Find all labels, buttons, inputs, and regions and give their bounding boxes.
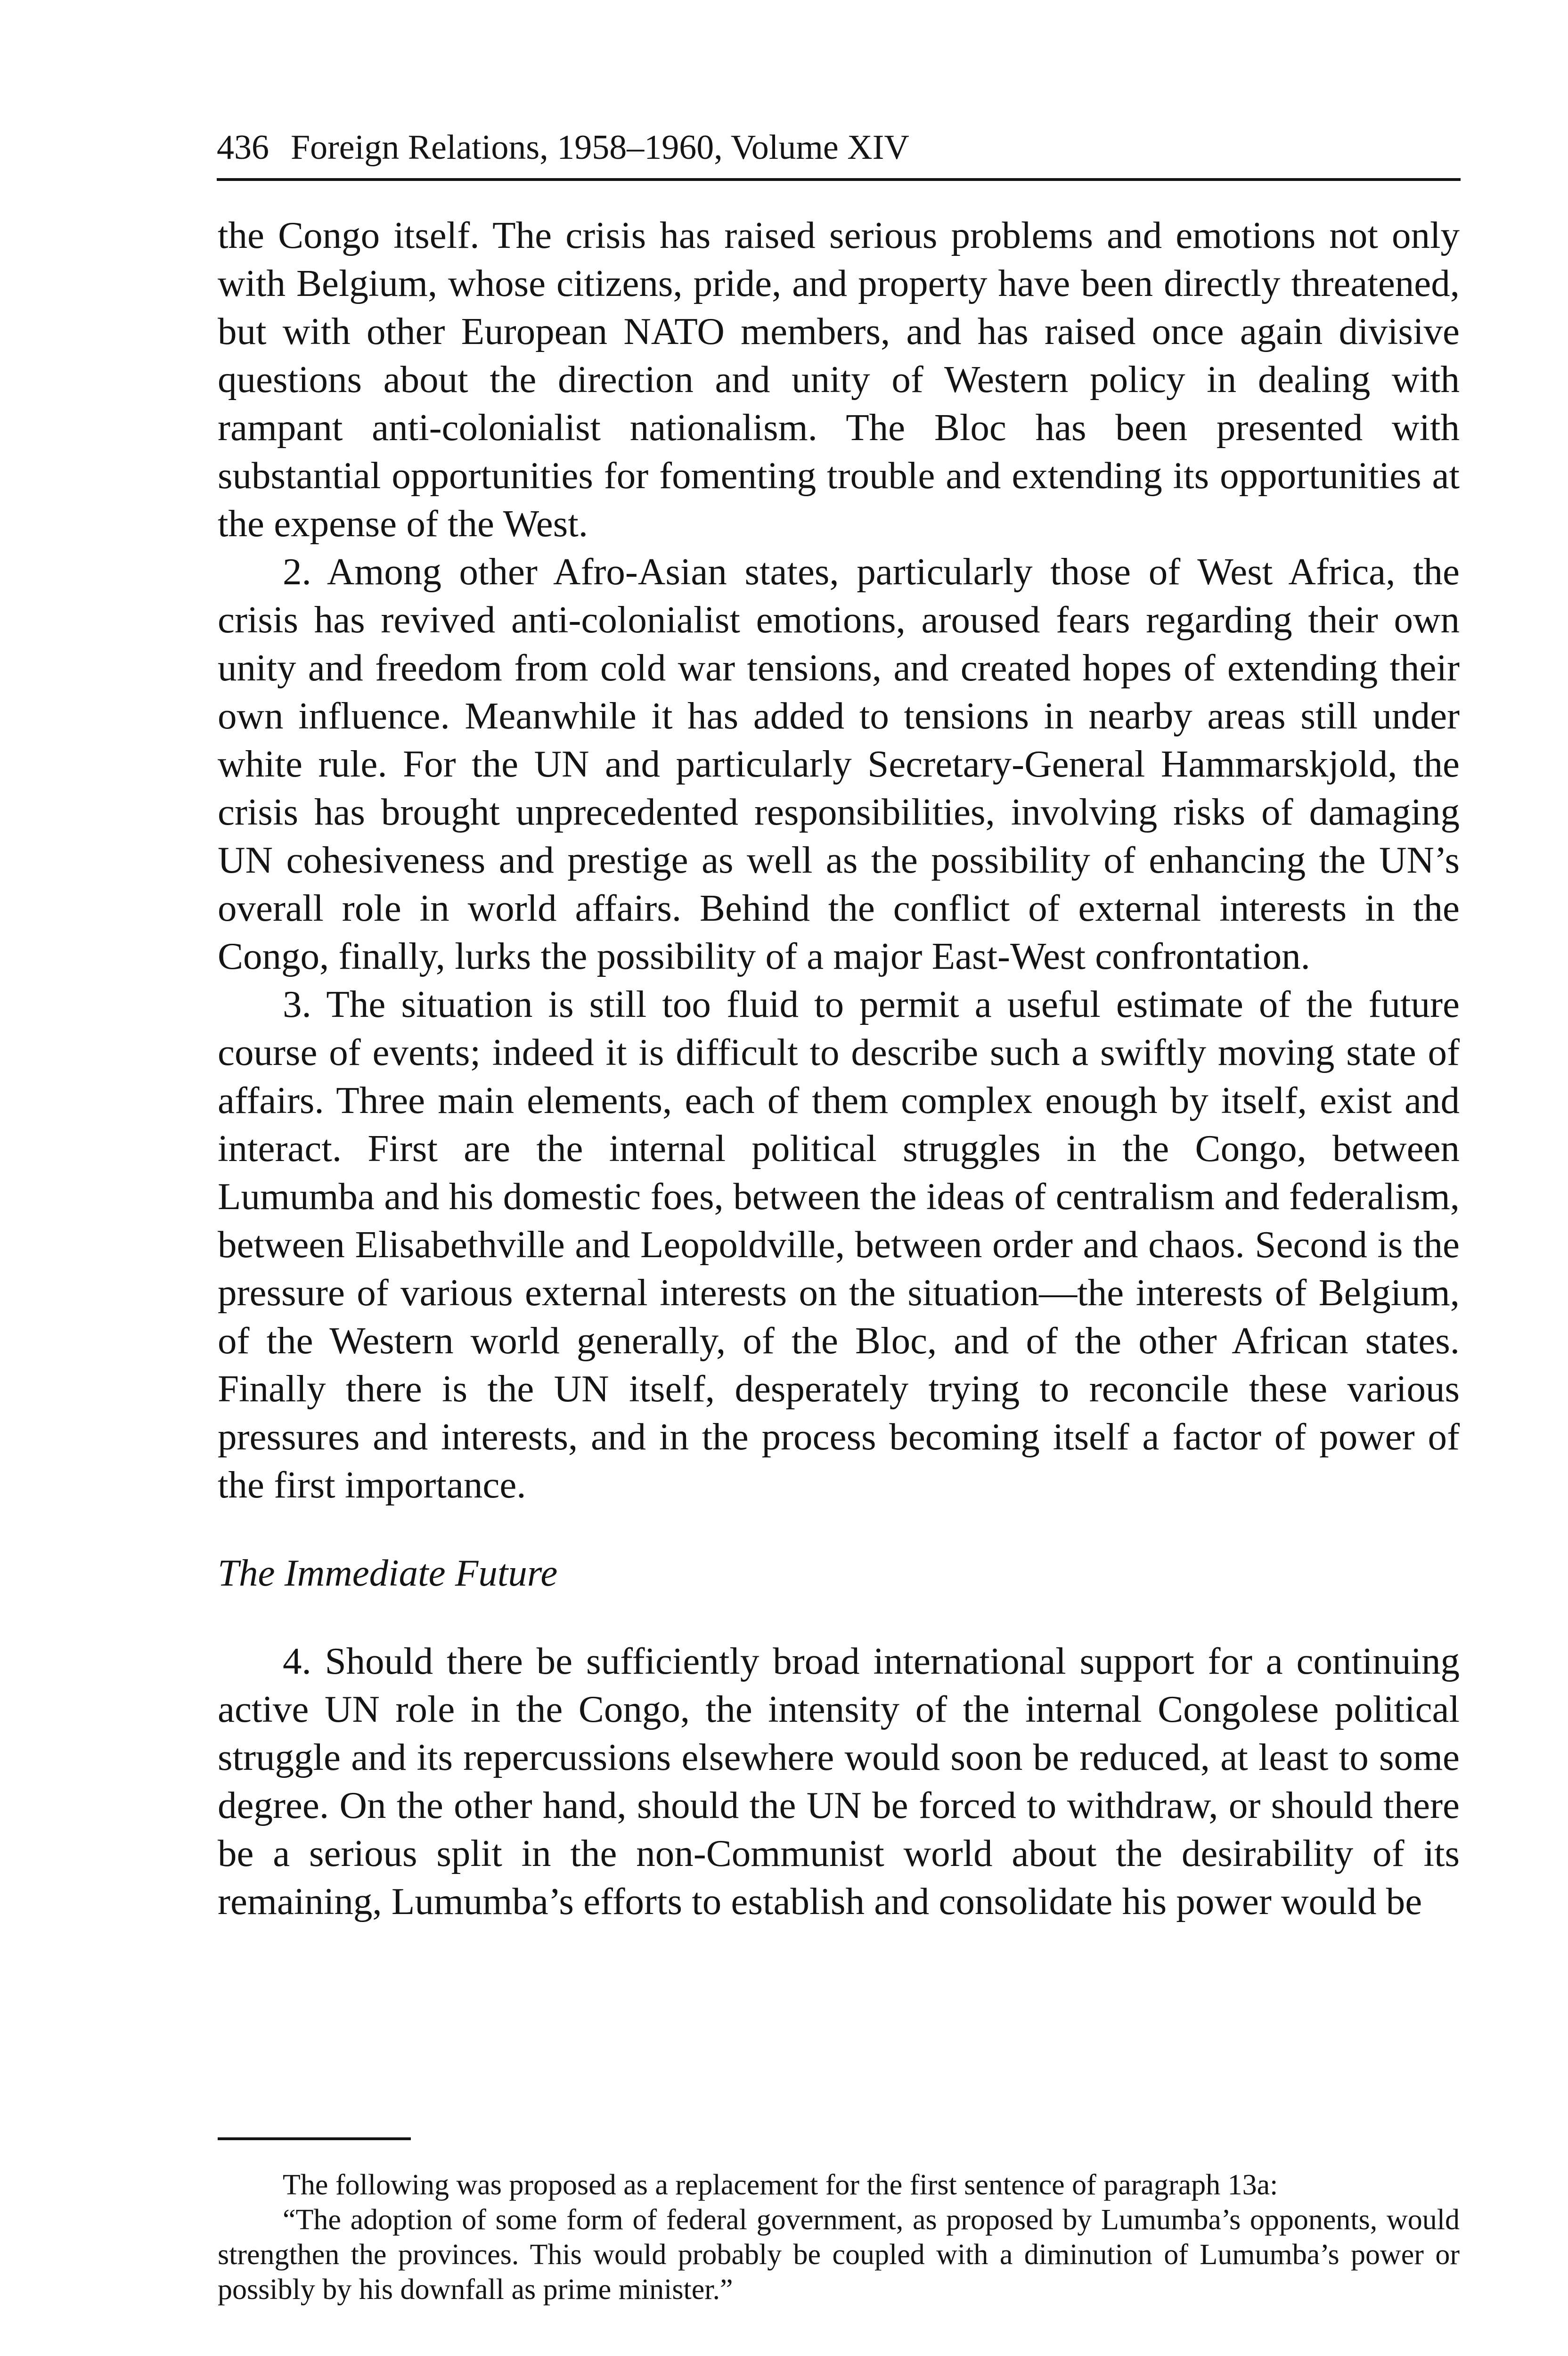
footnote-intro: The following was proposed as a replacement for the first sentence of paragraph 13a: [283, 2169, 1278, 2201]
paragraph-continued: the Congo itself. The crisis has raised serious problems and emotions not only with Belgium, whose citizens, pride, and property have been directly threatened, but with other European NATO members, and has raised once again divisive questions about the direction and unity of Western policy in dealing with rampant anti-colonialist nationalism. The Bloc has been presented with substantial opportunities for fomenting trouble and extending its opportunities at the expense of the West. [218, 214, 1460, 545]
volume-title: Foreign Relations, 1958–1960, Volume XIV [291, 128, 909, 167]
page-number: 436 [217, 128, 269, 167]
footnote-quote: “The adoption of some form of federal government, as proposed by Lumumba’s opponents, would strengthen the provinces. This would probably be coupled with a diminution of Lumumba’s power or possibly by his downfall as prime minister.” [218, 2204, 1460, 2306]
paragraph-3: 3. The situation is still too fluid to permit a useful estimate of the future course of events; indeed it is difficult to describe such a swiftly moving state of affairs. Three main elements, each of them complex enough by itself, exist and interact. First are the internal political struggles in the Congo, between Lumumba and his domestic foes, between the ideas of centralism and federalism, between Elisabethville and Leopoldville, between order and chaos. Second is the pressure of various external interests on the situation—the interests of Belgium, of the Western world generally, of the Bloc, and of the other African states. Finally there is the UN itself, desperately trying to reconcile these various pressures and interests, and in the process becoming itself a factor of power of the first importance. [218, 983, 1460, 1506]
body-text [218, 211, 1460, 1925]
paragraph-4: 4. Should there be sufficiently broad international support for a continuing active UN role in the Congo, the intensity of the internal Congolese political struggle and its repercussions elsewhere would soon be reduced, at least to some degree. On the other hand, should the UN be forced to withdraw, or should there be a serious split in the non-Communist world about the desirability of its remaining, Lumumba’s efforts to establish and consolidate his power would be [218, 1640, 1460, 1922]
paragraph-2: 2. Among other Afro-Asian states, particularly those of West Africa, the crisis has revived anti-colonialist emotions, aroused fears regarding their own unity and freedom from cold war tensions, and created hopes of extending their own influence. Meanwhile it has added to tensions in nearby areas still under white rule. For the UN and particularly Secretary-General Hammarskjold, the crisis has brought unprecedented responsibilities, involving risks of damaging UN cohesiveness and prestige as well as the possibility of enhancing the UN’s overall role in world affairs. Behind the conflict of external interests in the Congo, finally, lurks the possibility of a major East-West confrontation. [218, 550, 1460, 977]
footnote [218, 2168, 1460, 2307]
running-head [217, 126, 1461, 181]
section-heading: The Immediate Future [218, 1552, 558, 1594]
footnote-divider [218, 2137, 411, 2140]
